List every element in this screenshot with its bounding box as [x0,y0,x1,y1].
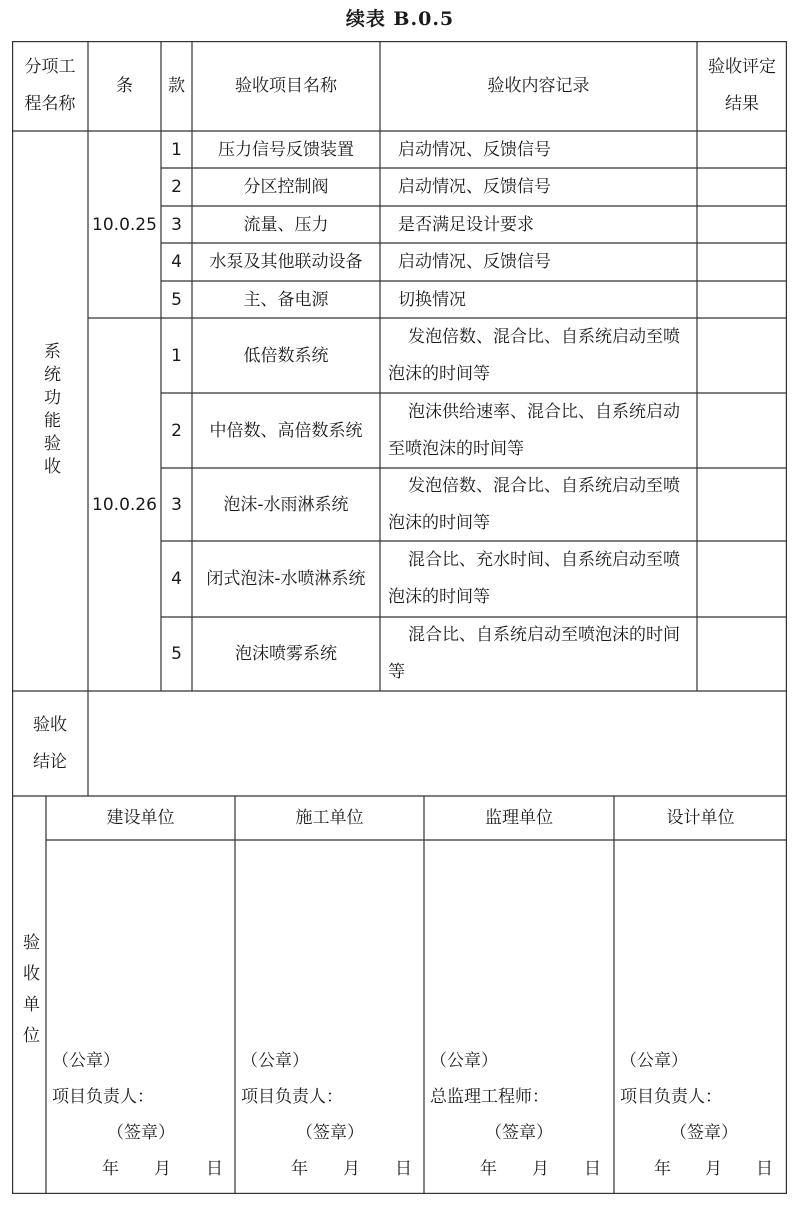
acceptance-table [12,41,787,1194]
header-subitem-name: 分项工程名称 [24,57,76,114]
unit-signature-block [241,1043,421,1187]
row-number: 1 [171,345,182,366]
header-clause: 条 [116,76,133,96]
seal-label: （公章） [430,1051,498,1071]
clause-10-0-25: 10.0.25 [92,214,157,235]
month-label: 月 [532,1159,549,1179]
header-result: 验收评定结果 [708,57,776,114]
row-item-name: 中倍数、高倍数系统 [209,420,363,441]
header-item-name: 验收项目名称 [235,76,337,96]
row-number: 4 [171,252,182,272]
seal-label: （公章） [52,1051,120,1071]
person-label: 项目负责人： [620,1087,722,1107]
row-item-name: 低倍数系统 [243,345,329,366]
date-line [241,1151,421,1187]
sign-label: （签章） [296,1123,364,1143]
section-label: 系统功能验收 [40,342,60,480]
unit-signature-block [430,1043,610,1187]
row-number: 1 [171,139,182,160]
row-item-name: 闭式泡沫-水喷淋系统 [206,568,366,589]
month-label: 月 [154,1159,171,1179]
date-line [620,1151,785,1187]
day-label: 日 [756,1159,773,1179]
header-item: 款 [168,76,185,96]
header-content-record: 验收内容记录 [487,76,590,96]
row-item-name: 水泵及其他联动设备 [209,252,363,272]
seal-label: （公章） [620,1051,688,1071]
row-number: 3 [171,494,182,515]
row-content: 泡沫供给速率、混合比、自系统启动至喷泡沫的时间等 [388,401,680,459]
unit-name-designer: 设计单位 [666,808,735,828]
seal-label: （公章） [241,1051,309,1071]
year-label: 年 [291,1159,308,1179]
row-content: 是否满足设计要求 [398,214,534,235]
clause-10-0-26: 10.0.26 [92,494,157,515]
sign-label: （签章） [485,1123,553,1143]
section-label-cell [12,131,88,691]
date-line [52,1151,232,1187]
unit-signature-block [52,1043,232,1187]
month-label: 月 [705,1159,722,1179]
row-content: 混合比、自系统启动至喷泡沫的时间等 [388,625,680,682]
row-content: 发泡倍数、混合比、自系统启动至喷泡沫的时间等 [388,475,680,533]
row-number: 5 [171,289,182,310]
year-label: 年 [480,1159,497,1179]
row-content: 启动情况、反馈信号 [398,139,551,160]
row-item-name: 泡沫喷雾系统 [235,644,337,664]
row-item-name: 泡沫-水雨淋系统 [223,494,349,515]
row-number: 2 [171,177,182,197]
year-label: 年 [654,1159,671,1179]
row-number: 3 [171,214,182,235]
row-number: 4 [171,569,182,589]
row-content: 启动情况、反馈信号 [398,252,551,272]
units-label-cell [12,796,46,1194]
row-content: 启动情况、反馈信号 [398,177,551,197]
units-label: 验收单位 [19,933,39,1057]
unit-name-construction-owner: 建设单位 [106,808,175,828]
row-item-name: 压力信号反馈装置 [218,139,354,160]
unit-name-contractor: 施工单位 [295,808,364,828]
row-item-name: 流量、压力 [243,214,329,235]
unit-name-supervisor: 监理单位 [485,808,553,828]
person-label: 项目负责人： [241,1087,343,1107]
person-label: 项目负责人： [52,1087,154,1107]
conclusion-label: 验收结论 [33,714,67,772]
day-label: 日 [584,1159,601,1179]
row-number: 5 [171,644,182,664]
month-label: 月 [343,1159,360,1179]
day-label: 日 [395,1159,412,1179]
date-line [430,1151,610,1187]
row-item-name: 主、备电源 [243,289,329,310]
person-label: 总监理工程师： [430,1087,549,1107]
sign-label: （签章） [107,1123,175,1143]
day-label: 日 [206,1159,223,1179]
table-title: 续表 B.0.5 [345,8,455,30]
row-item-name: 分区控制阀 [243,177,329,197]
unit-signature-block [620,1043,785,1187]
row-number: 2 [171,420,182,441]
row-content: 发泡倍数、混合比、自系统启动至喷泡沫的时间等 [388,326,680,384]
year-label: 年 [102,1159,119,1179]
row-content: 混合比、充水时间、自系统启动至喷泡沫的时间等 [388,550,680,607]
sign-label: （签章） [670,1123,738,1143]
row-content: 切换情况 [398,289,466,310]
